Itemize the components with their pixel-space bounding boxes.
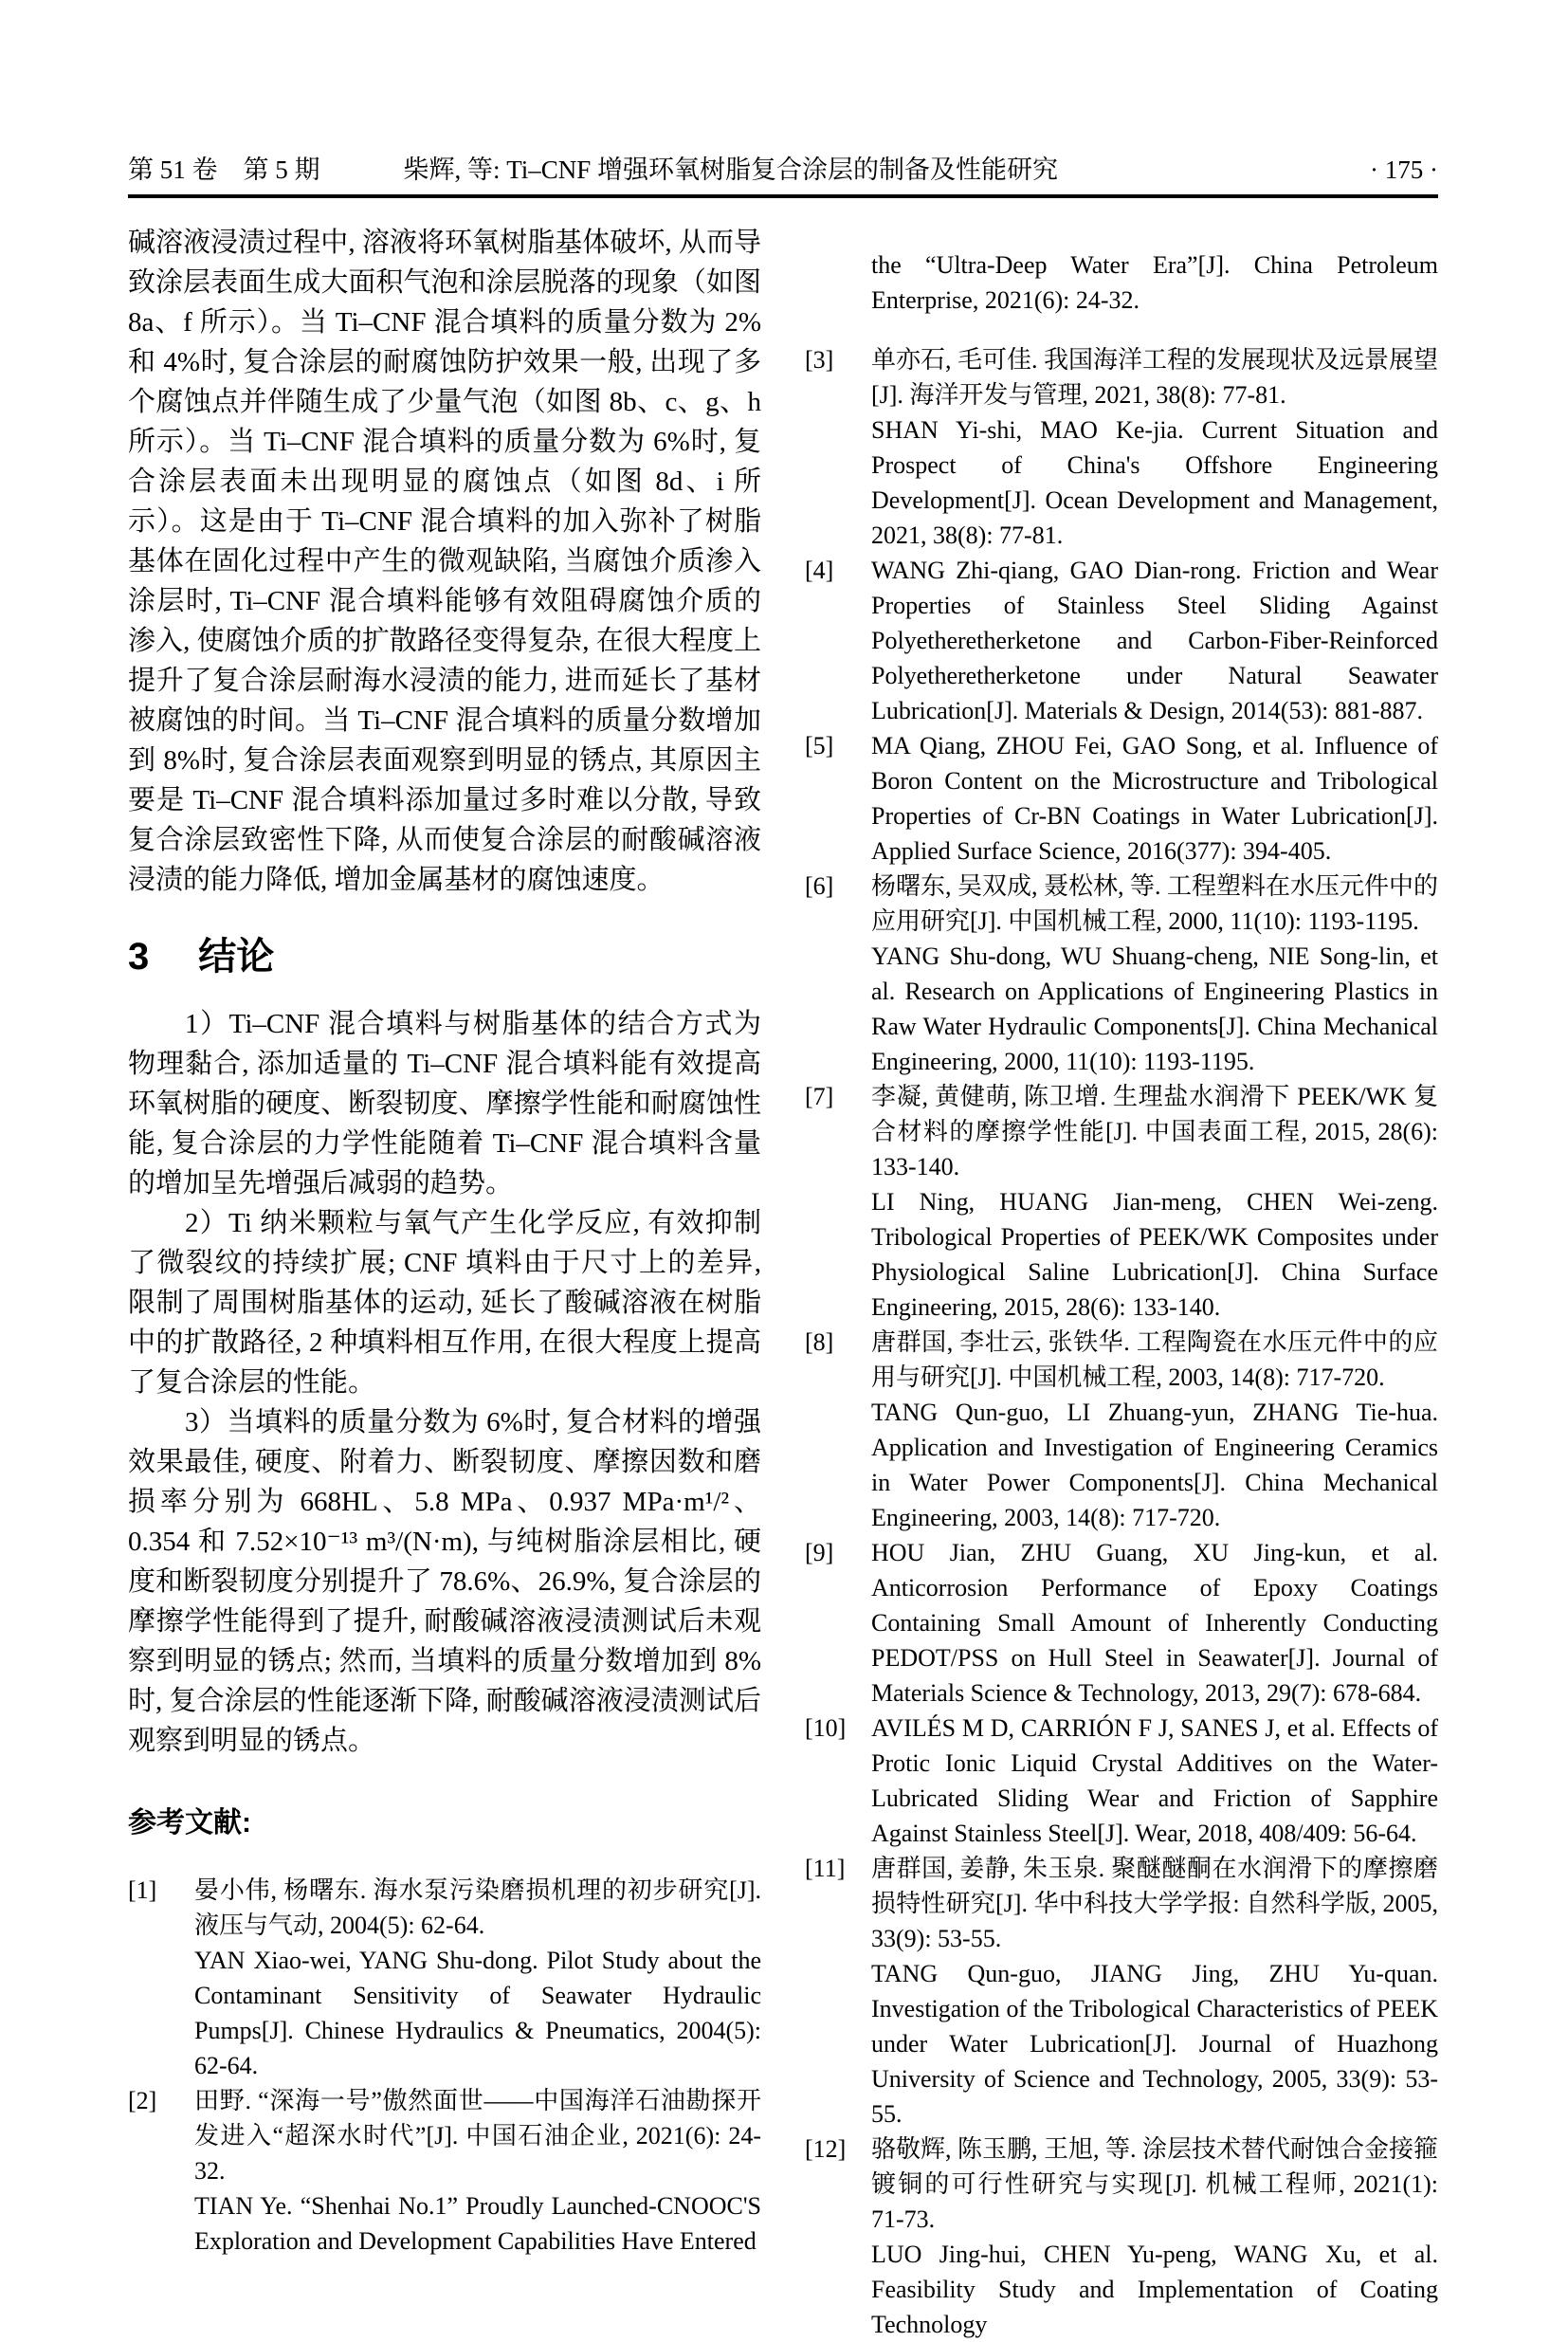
section-heading-conclusion (128, 934, 761, 979)
reference-body (194, 2083, 761, 2259)
reference-number: [2] (128, 2087, 157, 2114)
reference-text-zh: 骆敬辉, 陈玉鹏, 王旭, 等. 涂层技术替代耐蚀合金接箍镀铜的可行性研究与实现[J]. 机械工程师, 2021(1): 71-73. (871, 2135, 1439, 2233)
reference-body (871, 1851, 1438, 2132)
reference-item-3 (805, 342, 1438, 553)
reference-item-6 (805, 869, 1438, 1079)
reference-body (871, 1711, 1438, 1851)
reference-item-10 (805, 1711, 1438, 1851)
section-title: 结论 (198, 936, 275, 978)
reference-text-en: TIAN Ye. “Shenhai No.1” Proudly Launched-CNOOC'S Exploration and Development Capabilities Have Entered (194, 2192, 761, 2255)
reference-text-en: SHAN Yi-shi, MAO Ke-jia. Current Situation and Prospect of China's Offshore Engineering Development[J]. Ocean Development and Management, 2021, 38(8): 77-81. (871, 416, 1438, 549)
reference-text-zh: 唐群国, 姜静, 朱玉泉. 聚醚醚酮在水润滑下的摩擦磨损特性研究[J]. 华中科技大学学报: 自然科学版, 2005, 33(9): 53-55. (871, 1855, 1438, 1952)
reference-2-continuation: the “Ultra-Deep Water Era”[J]. China Petroleum Enterprise, 2021(6): 24-32. (871, 251, 1438, 314)
reference-item-12 (805, 2132, 1438, 2342)
reference-text-en: LI Ning, HUANG Jian-meng, CHEN Wei-zeng. Tribological Properties of PEEK/WK Composites under Physiological Saline Lubrication[J]. China Surface Engineering, 2015, 28(6): 133-140. (871, 1188, 1438, 1321)
reference-text-zh: 杨曙东, 吴双成, 聂松林, 等. 工程塑料在水压元件中的应用研究[J]. 中国机械工程, 2000, 11(10): 1193-1195. (871, 872, 1439, 935)
reference-text-zh: 单亦石, 毛可佳. 我国海洋工程的发展现状及远景展望[J]. 海洋开发与管理, 2021, 38(8): 77-81. (871, 346, 1439, 409)
intro-paragraph: 碱溶液浸渍过程中, 溶液将环氧树脂基体破坏, 从而导致涂层表面生成大面积气泡和涂层脱落的现象（如图 8a、f 所示）。当 Ti–CNF 混合填料的质量分数为 2%和 4%时, 复合涂层的耐腐蚀防护效果一般, 出现了多个腐蚀点并伴随生成了少量气泡（如图 8b、c、g、h 所示）。当 Ti–CNF 混合填料的质量分数为 6%时, 复合涂层表面未出现明显的腐蚀点（如图 8d、i 所示）。这是由于 Ti–CNF 混合填料的加入弥补了树脂基体在固化过程中产生的微观缺陷, 当腐蚀介质渗入涂层时, Ti–CNF 混合填料能够有效阻碍腐蚀介质的渗入, 使腐蚀介质的扩散路径变得复杂, 在很大程度上提升了复合涂层耐海水浸渍的能力, 进而延长了基材被腐蚀的时间。当 Ti–CNF 混合填料的质量分数增加到 8%时, 复合涂层表面观察到明显的锈点, 其原因主要是 Ti–CNF 混合填料添加量过多时难以分散, 导致复合涂层致密性下降, 从而使复合涂层的耐酸碱溶液浸渍的能力降低, 增加金属基材的腐蚀速度。 (128, 228, 761, 895)
conclusion-paragraph-2: 2）Ti 纳米颗粒与氧气产生化学反应, 有效抑制了微裂纹的持续扩展; CNF 填料由于尺寸上的差异, 限制了周围树脂基体的运动, 延长了酸碱溶液在树脂中的扩散路径, 2 种填料相互作用, 在很大程度上提高了复合涂层的性能。 (128, 1208, 761, 1398)
left-column (128, 223, 761, 2342)
reference-text-zh: 唐群国, 李壮云, 张铁华. 工程陶瓷在水压元件中的应用与研究[J]. 中国机械工程, 2003, 14(8): 717-720. (871, 1328, 1438, 1391)
running-title: 柴辉, 等: Ti–CNF 增强环氧树脂复合涂层的制备及性能研究 (403, 156, 1059, 184)
reference-text-en: AVILÉS M D, CARRIÓN F J, SANES J, et al. Effects of Protic Ionic Liquid Crystal Additives on the Water-Lubricated Sliding Wear and Friction of Sapphire Against Stainless Steel[J]. Wear, 2018, 408/409: 56-64. (871, 1714, 1438, 1847)
reference-number: [7] (805, 1083, 834, 1110)
conclusion-paragraph-3: 3）当填料的质量分数为 6%时, 复合材料的增强效果最佳, 硬度、附着力、断裂韧度、摩擦因数和磨损率分别为 668HL、5.8 MPa、0.937 MPa·m¹/²、0.354 和 7.52×10⁻¹³ m³/(N·m), 与纯树脂涂层相比, 硬度和断裂韧度分别提升了 78.6%、26.9%, 复合涂层的摩擦学性能得到了提升, 耐酸碱溶液浸渍测试后未观察到明显的锈点; 然而, 当填料的质量分数增加到 8%时, 复合涂层的性能逐渐下降, 耐酸碱溶液浸渍测试后观察到明显的锈点。 (128, 1407, 761, 1756)
volume-issue: 第 51 卷 第 5 期 (128, 156, 320, 184)
reference-item-7 (805, 1079, 1438, 1325)
reference-text-zh: 李凝, 黄健萌, 陈卫增. 生理盐水润滑下 PEEK/WK 复合材料的摩擦学性能[J]. 中国表面工程, 2015, 28(6): 133-140. (871, 1083, 1438, 1180)
reference-body (871, 728, 1438, 869)
reference-number: [5] (805, 732, 834, 759)
reference-body (871, 553, 1438, 728)
reference-text-en: HOU Jian, ZHU Guang, XU Jing-kun, et al. Anticorrosion Performance of Epoxy Coatings Containing Small Amount of Inherently Conducting PEDOT/PSS on Hull Steel in Seawater[J]. Journal of Materials Science & Technology, 2013, 29(7): 678-684. (871, 1539, 1438, 1707)
reference-item-1 (128, 1873, 761, 2083)
reference-body (871, 869, 1438, 1079)
reference-text-en: YAN Xiao-wei, YANG Shu-dong. Pilot Study about the Contaminant Sensitivity of Seawater Hydraulic Pumps[J]. Chinese Hydraulics & Pneumatics, 2004(5): 62-64. (194, 1947, 761, 2079)
reference-number: [10] (805, 1714, 847, 1742)
references-heading: 参考文献: (128, 1807, 251, 1839)
reference-item-8 (805, 1325, 1438, 1535)
two-column-body (128, 223, 1438, 2342)
reference-text-zh: 田野. “深海一号”傲然面世——中国海洋石油勘探开发进入“超深水时代”[J]. 中国石油企业, 2021(6): 24-32. (194, 2087, 761, 2185)
conclusion-paragraph-1: 1）Ti–CNF 混合填料与树脂基体的结合方式为物理黏合, 添加适量的 Ti–CNF 混合填料能有效提高环氧树脂的硬度、断裂韧度、摩擦学性能和耐腐蚀性能, 复合涂层的力学性能随着 Ti–CNF 混合填料含量的增加呈先增强后减弱的趋势。 (128, 1009, 761, 1198)
reference-text-en: TANG Qun-guo, JIANG Jing, ZHU Yu-quan. Investigation of the Tribological Characteristics of PEEK under Water Lubrication[J]. Journal of Huazhong University of Science and Technology, 2005, 33(9): 53-55. (871, 1960, 1438, 2128)
reference-item-4 (805, 553, 1438, 728)
section-number: 3 (128, 936, 150, 978)
reference-item-5 (805, 728, 1438, 869)
running-header (128, 152, 1438, 188)
reference-number: [6] (805, 872, 834, 900)
reference-number: [12] (805, 2135, 847, 2163)
reference-number: [11] (805, 1855, 846, 1882)
reference-number: [3] (805, 346, 834, 374)
reference-text-en: LUO Jing-hui, CHEN Yu-peng, WANG Xu, et al. Feasibility Study and Implementation of Coating Technology (871, 2241, 1438, 2338)
reference-body (871, 1535, 1438, 1711)
reference-text-zh: 晏小伟, 杨曙东. 海水泵污染磨损机理的初步研究[J]. 液压与气动, 2004(5): 62-64. (194, 1876, 761, 1939)
reference-item-11 (805, 1851, 1438, 2132)
reference-number: [8] (805, 1328, 834, 1356)
reference-number: [4] (805, 557, 834, 584)
reference-text-en: MA Qiang, ZHOU Fei, GAO Song, et al. Influence of Boron Content on the Microstructure and Tribological Properties of Cr-BN Coatings in Water Lubrication[J]. Applied Surface Science, 2016(377): 394-405. (871, 732, 1438, 865)
reference-item-9 (805, 1535, 1438, 1711)
reference-body (871, 2132, 1438, 2342)
reference-number: [9] (805, 1539, 834, 1566)
reference-text-en: YANG Shu-dong, WU Shuang-cheng, NIE Song-lin, et al. Research on Applications of Engineering Plastics in Raw Water Hydraulic Components[J]. China Mechanical Engineering, 2000, 11(10): 1193-1195. (871, 942, 1438, 1075)
header-rule (128, 194, 1438, 198)
reference-text-en: WANG Zhi-qiang, GAO Dian-rong. Friction and Wear Properties of Stainless Steel Sliding Against Polyetheretherketone and Carbon-Fiber-Reinforced Polyetheretherketone under Natural Seawater Lubrication[J]. Materials & Design, 2014(53): 881-887. (871, 557, 1438, 724)
reference-text-en: TANG Qun-guo, LI Zhuang-yun, ZHANG Tie-hua. Application and Investigation of Engineering Ceramics in Water Power Components[J]. China Mechanical Engineering, 2003, 14(8): 717-720. (871, 1399, 1438, 1531)
reference-body (871, 342, 1438, 553)
reference-body (871, 1325, 1438, 1535)
page-number: · 175 · (1370, 156, 1438, 184)
right-column (805, 223, 1438, 2342)
reference-body (194, 1873, 761, 2083)
page-content (128, 152, 1438, 2342)
reference-body (871, 1079, 1438, 1325)
reference-item-2 (128, 2083, 761, 2259)
reference-number: [1] (128, 1876, 157, 1904)
